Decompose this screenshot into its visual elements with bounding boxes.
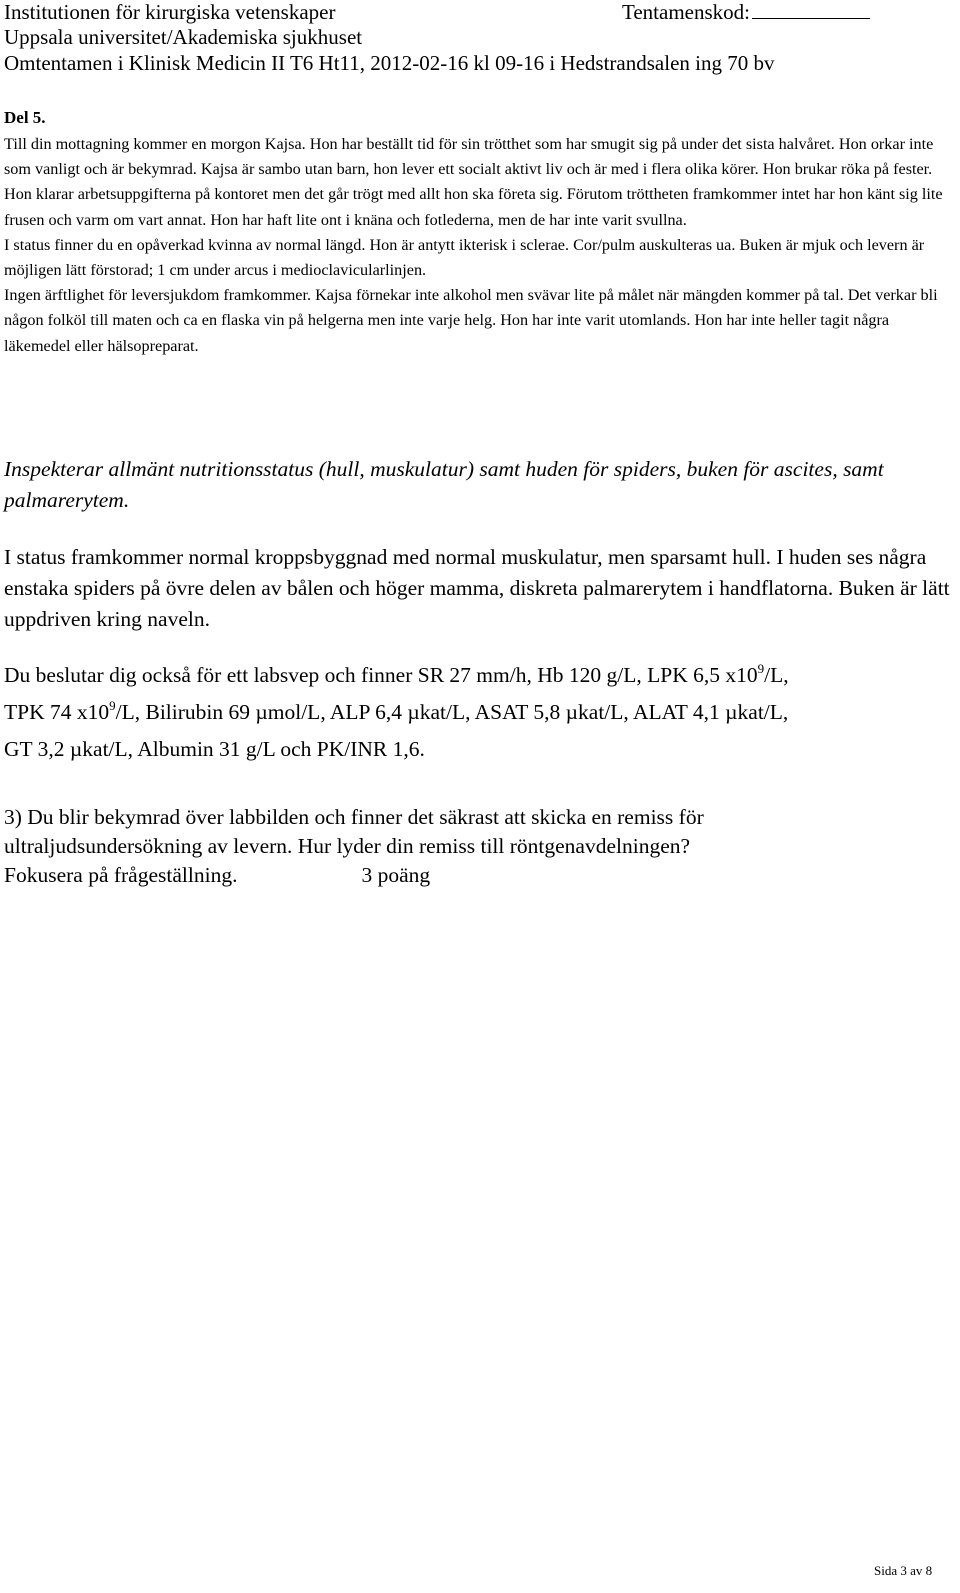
lab-results [4,657,954,768]
lab-line-2: TPK 74 $x10^9/L$, Bilirubin 69 µmol/L, ALP 6,4 µkat/L, ASAT 5,8 µkat/L, ALAT 4,1 µkat/L, [4,698,789,724]
institution-header: Institutionen för kirurgiska vetenskaper [4,0,336,24]
superscript: 9 [757,661,765,676]
page-number: 3 [900,1563,907,1578]
points-value: 3 poäng [361,863,431,887]
lab-line-3: GT 3,2 µkat/L, Albumin 31 g/L och PK/INR 1,6. [4,737,425,761]
exam-code-blank [752,0,870,19]
focus-instruction: Fokusera på frågeställning. [4,863,238,887]
narrative-paragraph: Till din mottagning kommer en morgon Kajsa. Hon har beställt tid för sin trötthet som har smugit sig på under det sista halvåret. Hon orkar inte som vanligt och är bekymrad. Kajsa är sambo utan barn, hon lever ett socialt aktivt liv och är med i flera olika körer. Hon brukar röka på fester. [4,135,934,179]
exam-code-label [622,0,870,25]
question-3-line-3 [4,861,954,890]
total-pages: 8 [925,1563,933,1578]
page-footer: Sida 3 av 8 [874,1563,933,1578]
question-3-line-1: 3) Du blir bekymrad över labbilden och finner det säkrast att skicka en remiss för [4,805,704,829]
exam-title: Omtentamen i Klinisk Medicin II T6 Ht11, 2012-02-16 kl 09-16 i Hedstrandsalen ing 70 bv [4,51,775,75]
narrative-paragraph: Hon klarar arbetsuppgifterna på kontoret men det går trögt med allt hon ska företa sig. Förutom tröttheten framkommer intet har hon känt sig lite frusen och varm om vart annat. Hon har haft lite ont i knäna och fotlederna, men de har inte varit svullna. [4,185,943,229]
case-narrative [4,132,954,359]
inspection-question: Inspekterar allmänt nutritionsstatus (hull, muskulatur) samt huden för spiders, buken för ascites, samt palmarerytem. [4,457,884,512]
superscript: 9 [109,698,116,713]
question-3 [4,803,954,890]
university-header: Uppsala universitet/Akademiska sjukhuset [4,25,363,49]
section-title: Del 5. [4,108,46,127]
lab-line-1: Du beslutar dig också för ett labsvep och finner SR 27 mm/h, Hb 120 g/L, LPK 6,5 $x10^9/L$, [4,661,789,687]
exam-code-text: Tentamenskod: [622,0,750,24]
status-findings: I status framkommer normal kroppsbyggnad med normal muskulatur, men sparsamt hull. I huden ses några enstaka spiders på övre delen av bålen och höger mamma, diskreta palmarerytem i handflatorna. Buken är lätt uppdriven kring naveln. [4,545,950,631]
narrative-paragraph: I status finner du en opåverkad kvinna av normal längd. Hon är antytt ikterisk i sclerae. Cor/pulm auskulteras ua. Buken är mjuk och levern är möjligen lätt förstorad; 1 cm under arcus i medioclavicularlinjen. [4,235,925,280]
question-3-line-2: ultraljudsundersökning av levern. Hur lyder din remiss till röntgenavdelningen? [4,834,691,858]
narrative-paragraph: Ingen ärftlighet för leversjukdom framkommer. Kajsa förnekar inte alkohol men svävar lite på målet när mängden kommer på tal. Det verkar bli någon folköl till maten och ca en flaska vin på helgerna men inte varje helg. Hon har inte varit utomlands. Hon har inte heller tagit några läkemedel eller hälsopreparat. [4,286,938,355]
